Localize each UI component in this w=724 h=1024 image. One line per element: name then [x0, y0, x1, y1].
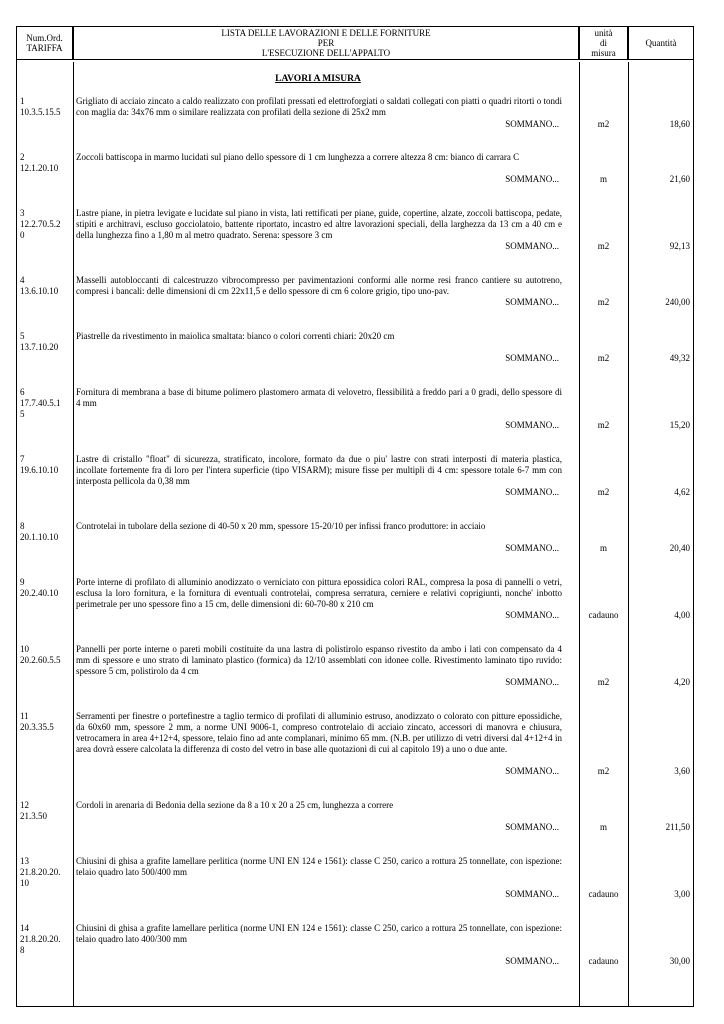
sommano-label: SOMMANO... [505, 174, 559, 184]
item-unit: cadauno [588, 889, 619, 899]
item-description: Lastre di cristallo "float" di sicurezza, stratificato, incolore, formato da due o piu' lastre con strati interposti di materia plastica, incollate fortemente fra di loro per l'intera superficie (tipo VISARM); misure fisse per multipli di 4 cm: spessore totale 6-7 mm con interposta pellicola da 0,38 mm [76, 454, 562, 486]
item-number-tariff: 5 13.7.10.20 [20, 331, 59, 352]
item-description: Piastrelle da rivestimento in maiolica smaltata: bianco o colori correnti chiari: 20x20 cm [76, 331, 395, 341]
item-description: Grigliato di acciaio zincato a caldo realizzato con profilati pressati ed elettroforgiati o saldati collegati con piatti o quadri ritorti o tondi con maglia da: 34x76 mm o similare realizzata con profilati della sezione di 25x2 mm [76, 96, 562, 117]
item-quantity: 49,32 [669, 353, 690, 363]
item-description: Chiusini di ghisa a grafite lamellare perlitica (norme UNI EN 124 e 1561): classe C 250, carico a rottura 25 tonnellate, con ispezione: telaio quadro lato 500/400 mm [76, 856, 562, 877]
item-quantity: 30,00 [669, 956, 690, 966]
item-quantity: 15,20 [669, 420, 690, 430]
sommano-label: SOMMANO... [505, 956, 559, 966]
header-num-ord: Num.Ord. TARIFFA [16, 26, 73, 60]
item-description: Fornitura di membrana a base di bitume polimero plastomero armata di velovetro, flessibilità a freddo pari a 0 gradi, dello spessore di 4 mm [76, 387, 562, 408]
item-number-tariff: 7 19.6.10.10 [20, 454, 59, 475]
item-unit: m2 [597, 297, 610, 307]
item-number-tariff: 3 12.2.70.5.2 0 [20, 208, 61, 240]
sommano-label: SOMMANO... [505, 543, 559, 553]
item-unit: m2 [597, 119, 610, 129]
sommano-label: SOMMANO... [505, 610, 559, 620]
item-unit: m2 [597, 677, 610, 687]
item-unit: cadauno [588, 956, 619, 966]
item-description: Lastre piane, in pietra levigate e lucidate sul piano in vista, lati rettificati per piane, guide, copertine, alzate, zoccoli battiscopa, pedate, stipiti e architravi, escluso gocciolatoio, battente riportato, incastro ed altre lavorazioni speciali, della larghezza da 13 cm a 40 cm e della lunghezza fino a 1,80 m al metro quadrato. Serena: spessore 3 cm [76, 208, 562, 240]
item-number-tariff: 6 17.7.40.5.1 5 [20, 387, 61, 419]
item-description: Controtelai in tubolare della sezione di 40-50 x 20 mm, spessore 15-20/10 per infissi franco produttore: in acciaio [76, 521, 486, 531]
sommano-label: SOMMANO... [505, 241, 559, 251]
item-quantity: 3,00 [674, 889, 690, 899]
item-description: Cordoli in arenaria di Bedonia della sezione da 8 a 10 x 20 a 25 cm, lunghezza a correre [76, 800, 394, 810]
sommano-label: SOMMANO... [505, 822, 559, 832]
item-quantity: 4,20 [674, 677, 690, 687]
section-title: LAVORI A MISURA [275, 74, 361, 84]
item-number-tariff: 9 20.2.40.10 [20, 577, 59, 598]
item-number-tariff: 1 10.3.5.15.5 [20, 96, 61, 117]
item-unit: cadauno [588, 610, 619, 620]
item-number-tariff: 4 13.6.10.10 [20, 275, 59, 296]
sommano-label: SOMMANO... [505, 119, 559, 129]
item-quantity: 21,60 [669, 174, 690, 184]
item-quantity: 240,00 [665, 297, 690, 307]
sommano-label: SOMMANO... [505, 677, 559, 687]
item-unit: m2 [597, 241, 610, 251]
item-unit: m2 [597, 420, 610, 430]
item-unit: m2 [597, 766, 610, 776]
column-divider [579, 62, 580, 1006]
item-unit: m [599, 543, 607, 553]
item-description: Masselli autobloccanti di calcestruzzo vibrocompresso per pavimentazioni conformi alle norme resi franco cantiere su autotreno, compresi i bancali: delle dimensioni di cm 22x11,5 e dello spessore di cm 6 colore grigio, tipo uno-pav. [76, 275, 562, 296]
item-number-tariff: 12 21.3.50 [20, 800, 47, 821]
item-number-tariff: 2 12.1.20.10 [20, 152, 59, 173]
item-unit: m2 [597, 353, 610, 363]
item-quantity: 211,50 [665, 822, 690, 832]
header-unit: unità di misura [579, 26, 628, 60]
table-header [16, 26, 694, 62]
item-description: Chiusini di ghisa a grafite lamellare perlitica (norme UNI EN 124 e 1561): classe C 250, carico a rottura 25 tonnellate, con ispezione: telaio quadro lato 400/300 mm [76, 923, 562, 944]
item-description: Porte interne di profilato di alluminio anodizzato o verniciato con pittura epossidica colori RAL, compresa la posa di pannelli o vetri, esclusa la loro fornitura, e la fornitura di eventuali controtelai, compresa serratura, cerniere e relativi coprigiunti, nonche' inbotto perimetrale per uno spessore fino a 15 cm, delle dimensioni di: 60-70-80 x 210 cm [76, 577, 562, 609]
item-quantity: 20,40 [669, 543, 690, 553]
item-number-tariff: 11 20.3.35.5 [20, 711, 54, 732]
column-divider [628, 62, 629, 1006]
item-quantity: 18,60 [669, 119, 690, 129]
sommano-label: SOMMANO... [505, 766, 559, 776]
item-quantity: 3,60 [674, 766, 690, 776]
item-unit: m2 [597, 487, 610, 497]
item-number-tariff: 8 20.1.10.10 [20, 521, 59, 542]
item-quantity: 4,62 [674, 487, 690, 497]
sommano-label: SOMMANO... [505, 889, 559, 899]
sommano-label: SOMMANO... [505, 420, 559, 430]
header-quantity: Quantità [628, 26, 694, 60]
item-description: Serramenti per finestre o portefinestre a taglio termico di profilati di alluminio estruso, anodizzato o colorato con pitture epossidiche, da 60x60 mm, spessore 2 mm, a norme UNI 9006-1, compreso controtelaio di acciaio zincato, accessori di manovra e chiusura, vetrocamera in area 4+12+4, spessore, telaio fino ad ante complanari, minimo 65 mm. (N.B. per utilizzo di vetri diversi dal 4+12+4 in area dovrà essere calcolata la differenza di costo del vetro in base alle quotazioni di cui al capitolo 19) a uno o due ante. [76, 711, 562, 754]
item-quantity: 4,00 [674, 610, 690, 620]
item-description: Zoccoli battiscopa in marmo lucidati sul piano dello spessore di 1 cm lunghezza a correre altezza 8 cm: bianco di carrara C [76, 152, 520, 162]
item-unit: m [599, 822, 607, 832]
item-quantity: 92,13 [669, 241, 690, 251]
item-description: Pannelli per porte interne o pareti mobili costituite da una lastra di polistirolo espanso rivestito da ambo i lati con compensato da 4 mm di spessore e uno strato di laminato plastico (formica) da 12/10 assemblati con idonee colle. Rivestimento laminato tipo ruvido: spessore 5 cm, polistirolo da 4 cm [76, 644, 562, 676]
sommano-label: SOMMANO... [505, 353, 559, 363]
item-number-tariff: 10 20.2.60.5.5 [20, 644, 61, 665]
item-number-tariff: 13 21.8.20.20. 10 [20, 856, 61, 888]
sommano-label: SOMMANO... [505, 297, 559, 307]
sommano-label: SOMMANO... [505, 487, 559, 497]
header-description: LISTA DELLE LAVORAZIONI E DELLE FORNITURE PER L'ESECUZIONE DELL'APPALTO [73, 26, 579, 60]
item-number-tariff: 14 21.8.20.20. 8 [20, 923, 61, 955]
item-unit: m [599, 174, 607, 184]
